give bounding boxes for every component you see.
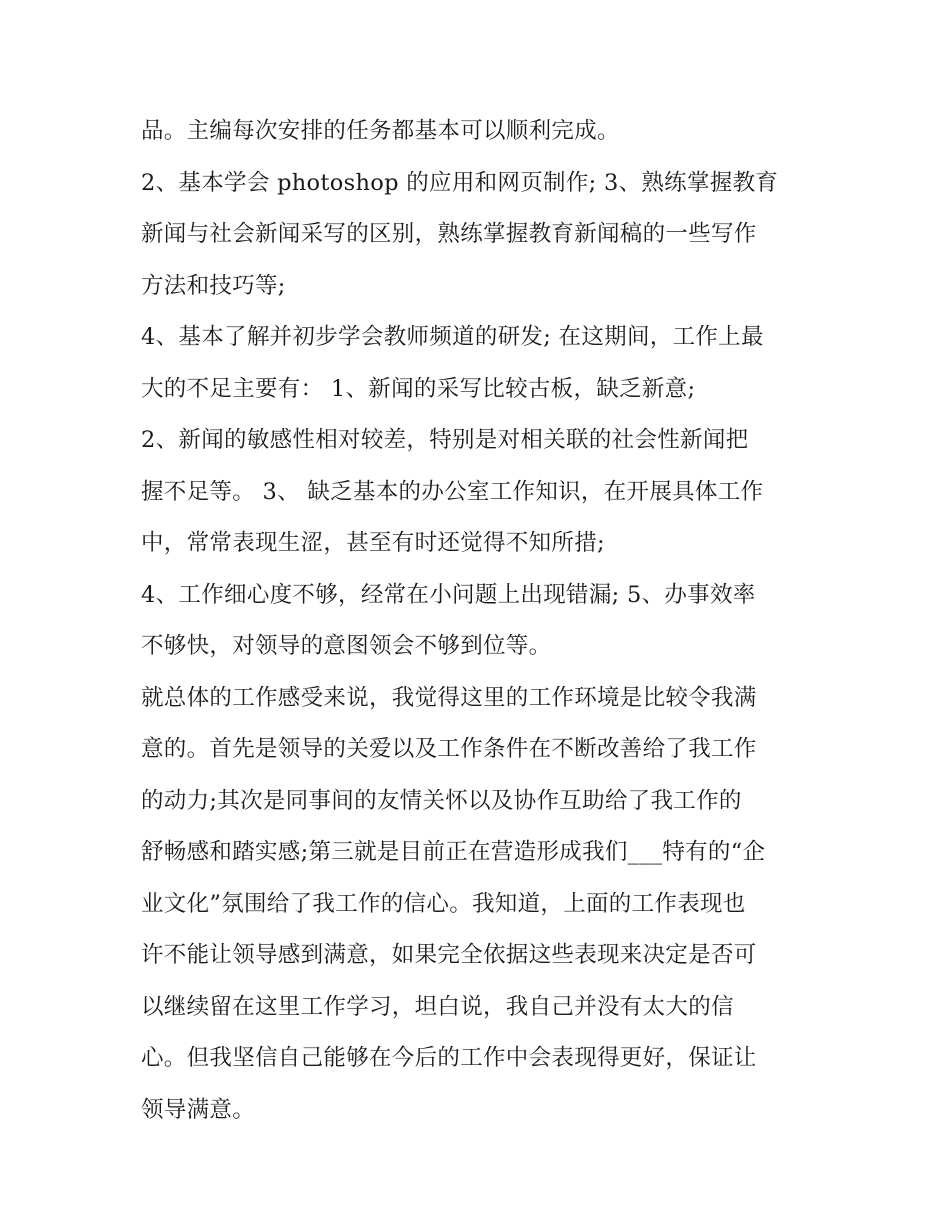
text-line: 新闻与社会新闻采写的区别，熟练掌握教育新闻稿的一些写作: [141, 221, 757, 247]
text-line: 2、基本学会 photoshop 的应用和网页制作; 3、熟练掌握教育: [141, 169, 779, 196]
text-line: 方法和技巧等;: [141, 272, 286, 299]
text-line: 品。主编每次安排的任务都基本可以顺利完成。: [141, 118, 620, 144]
text-line: 的动力;其次是同事间的友情关怀以及协作互助给了我工作的: [141, 787, 742, 814]
document-body: [141, 106, 821, 1136]
text-line: 意的。首先是领导的关爱以及工作条件在不断改善给了我工作: [141, 736, 757, 762]
text-line: 中，常常表现生涩，甚至有时还觉得不知所措;: [141, 530, 605, 556]
text-line: 心。但我坚信自己能够在今后的工作中会表现得更好，保证让: [141, 1045, 757, 1071]
text-line: 舒畅感和踏实感;第三就是目前正在营造形成我们___特有的“企: [141, 839, 766, 865]
text-line: 4、工作细心度不够，经常在小问题上出现错漏; 5、办事效率: [141, 581, 756, 608]
text-line: 4、基本了解并初步学会教师频道的研发; 在这期间，工作上最: [141, 324, 764, 350]
text-line: 领导满意。: [141, 1096, 256, 1123]
text-line: 大的不足主要有： 1、新闻的采写比较古板，缺乏新意;: [141, 375, 696, 402]
text-line: 2、新闻的敏感性相对较差，特别是对相关联的社会性新闻把: [141, 427, 749, 453]
text-line: 业文化”氛围给了我工作的信心。我知道，上面的工作表现也: [141, 890, 746, 917]
text-line: 以继续留在这里工作学习，坦白说，我自己并没有太大的信: [141, 993, 734, 1020]
text-line: 许不能让领导感到满意，如果完全依据这些表现来决定是否可: [141, 942, 757, 968]
text-line: 握不足等。 3、 缺乏基本的办公室工作知识，在开展具体工作: [141, 478, 764, 505]
text-line: 就总体的工作感受来说，我觉得这里的工作环境是比较令我满: [141, 684, 757, 711]
text-line: 不够快，对领导的意图领会不够到位等。: [141, 633, 552, 659]
